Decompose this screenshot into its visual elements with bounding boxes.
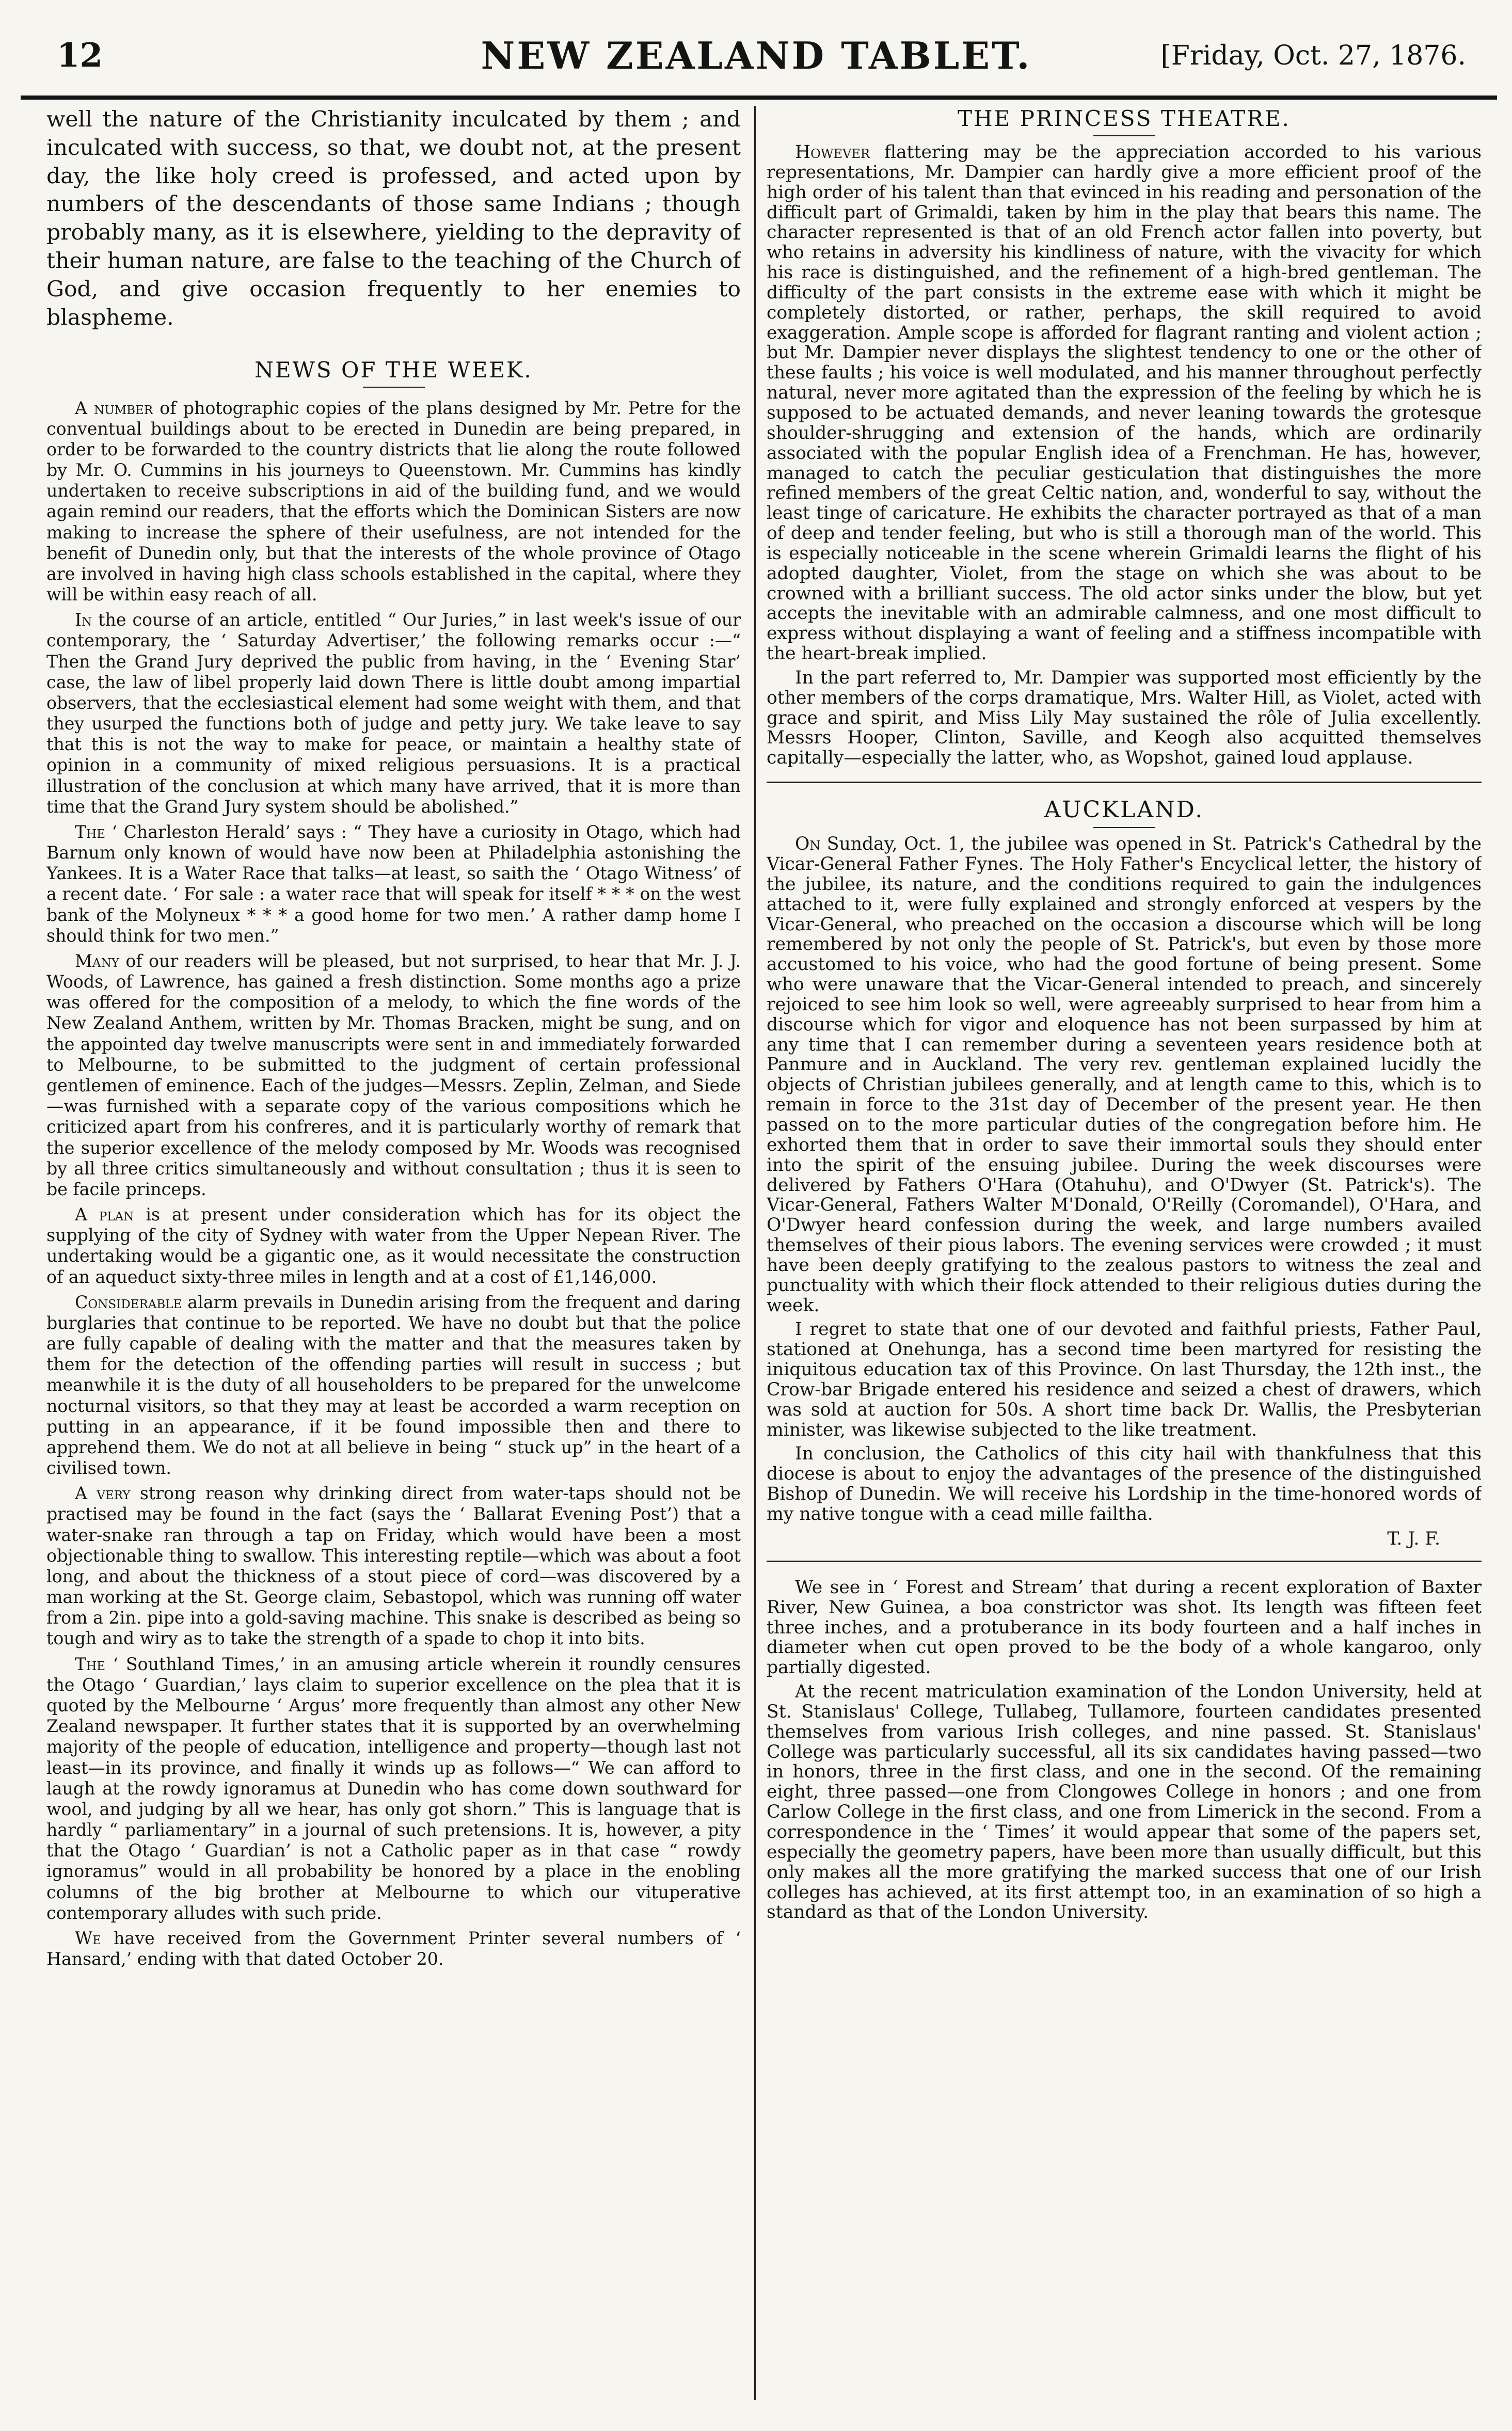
section-rule <box>363 387 425 388</box>
paragraph-body: the course of an article, entitled “ Our Juries,” in last week's issue of our contemporary, the ‘ Saturday Advertiser,’ the following remarks occur :—“ Then the Grand Jury deprived the public from having, in the ‘ Evening Star’ case, the law of libel properly laid down There is little doubt among impartial observers, that the ecclesiastical element had some weight with them, and that they usurped the functions both of judge and petty jury. We take leave to say that this is not the way to make for peace, or maintain a healthy state of opinion in a community of mixed religious persuasions. It is a practical illustration of the conclusion at which many have arrived, that it is more than time that the Grand Jury system should be abolished.” <box>46 610 741 817</box>
article-paragraph <box>46 1204 741 1288</box>
section-rule <box>1093 135 1155 136</box>
article-paragraph <box>46 822 741 946</box>
article-paragraph <box>46 1928 741 1969</box>
intro-paragraph: well the nature of the Christianity inculcated by them ; and inculcated with success, so that, we doubt not, at the present day, the like holy creed is professed, and acted upon by numbers of the descendants of those same Indians ; though probably many, as it is elsewhere, yielding to the depravity of their human nature, are false to the teaching of the Church of God, and give occasion frequently to her enemies to blaspheme. <box>46 107 741 330</box>
article-paragraph <box>767 142 1482 664</box>
paragraph-lead: A plan <box>75 1204 134 1225</box>
article-paragraph <box>46 610 741 817</box>
paragraph-body: At the recent matriculation examination of the London University, held at St. Stanislaus' College, Tullabeg, Tullamore, fourteen candidates presented themselves from various Irish colleges, and nine passed. St. Stanislaus' College was particularly successful, all its six candidates having passed—two in honors, three in the first class, and one in the second. Of the remaining eight, three passed—one from Clongowes College in honors ; and one from Carlow College in the first class, and one from Limerick in the second. From a correspondence in the ‘ Times’ it would appear that some of the papers set, especially the geometry papers, have been more than usually difficult, but this only makes all the more gratifying the marked success that one of our Irish colleges has achieved, at its first attempt too, in an examination of so high a standard as that of the London University. <box>767 1681 1482 1923</box>
article-paragraph <box>767 1578 1482 1678</box>
article-paragraph <box>767 668 1482 768</box>
column-divider <box>754 106 756 2400</box>
paragraph-lead: A number <box>75 398 153 418</box>
header-rule <box>21 96 1497 100</box>
paragraph-lead: Many <box>75 950 119 971</box>
paragraph-body: Sunday, Oct. 1, the jubilee was opened in St. Patrick's Cathedral by the Vicar-General Father Fynes. The Holy Father's Encyclical letter, the history of the jubilee, its nature, and the conditions required to gain the indulgences attached to it, were fully explained and strongly enforced at vespers by the Vicar-General, who preached on the occasion a discourse which will be long remembered by not only the people of St. Patrick's, but even by those more accustomed to his voice, who had the good fortune of being present. Some who were unaware that the Vicar-General intended to preach, and sincerely rejoiced to see him look so well, were agreeably surprised to hear from him a discourse which for vigor and eloquence has not been surpassed by him at any time that I can remember during a seventeen years residence both at Panmure and in Auckland. The very rev. gentleman explained lucidly the objects of Christian jubilees generally, and at length came to this, which is to remain in force to the 31st day of December of the present year. He then passed on to the more particular duties of the congregation before him. He exhorted them that in order to save their immortal souls they should enter into the spirit of the ensuing jubilee. During the week discourses were delivered by Fathers O'Hara (Otahuhu), and O'Dwyer (St. Patrick's). The Vicar-General, Fathers Walter M'Donald, O'Reilly (Coromandel), O'Hara, and O'Dwyer heard confession during the week, and large numbers availed themselves of their pious labors. The evening services were crowded ; it must have been deeply gratifying to the zealous pastors to witness the zeal and punctuality with which their flock attended to their religious duties during the week. <box>767 834 1482 1316</box>
paragraph-body: We see in ‘ Forest and Stream’ that during a recent exploration of Baxter River, New Guinea, a boa constrictor was shot. Its length was fifteen feet three inches, and a protuberance in its body fourteen and a half inches in diameter when cut open proved to be the body of a whole kangaroo, only partially digested. <box>767 1577 1482 1678</box>
news-articles <box>46 398 741 1970</box>
paragraph-lead: Considerable <box>75 1292 182 1312</box>
left-column <box>46 106 741 2410</box>
paragraph-body: flattering may be the appreciation accorded to his various representations, Mr. Dampier can hardly give a more efficient proof of the high order of his talent than that evinced in his reading and personation of the difficult part of Grimaldi, taken by him in the play that bears this name. The character represented is that of an old French actor fallen into poverty, but who retains in adversity his kindliness of nature, with the vivacity for which his race is distinguished, and the refinement of a high-bred gentleman. The difficulty of the part consists in the extreme ease with which it might be completely distorted, or rather, perhaps, the skill required to avoid exaggeration. Ample scope is afforded for flagrant ranting and violent action ; but Mr. Dampier never displays the slightest tendency to one or the other of these faults ; his voice is well modulated, and his manner throughout perfectly natural, never more agitated than the expression of the feeling by which he is supposed to be actuated demands, and never leaning towards the grotesque shoulder-shrugging and extension of the hands, which are ordinarily associated with the popular English idea of a Frenchman. He has, however, managed to catch the peculiar gesticulation that distinguishes the more refined members of the great Celtic nation, and, wonderful to say, without the least tinge of caricature. He exhibits the character portrayed as that of a man of deep and tender feeling, but who is still a thorough man of the world. This is especially noticeable in the scene wherein Grimaldi learns the flight of his adopted daughter, Violet, from the stage on which she was about to be crowned with a brilliant success. The old actor sinks under the blow, but yet accepts the inevitable with an admirable calmness, and one most difficult to express without displaying a want of feeling and a stiffness incompatible with the heart-break implied. <box>767 142 1482 664</box>
article-paragraph <box>46 951 741 1200</box>
article-paragraph <box>46 1483 741 1649</box>
article-paragraph <box>767 1320 1482 1440</box>
paragraph-lead: We <box>75 1928 101 1948</box>
news-section-title: NEWS OF THE WEEK. <box>254 357 533 383</box>
article-paragraph <box>767 1444 1482 1524</box>
auckland-articles <box>767 834 1482 1524</box>
article-paragraph <box>46 1292 741 1479</box>
theatre-articles <box>767 142 1482 768</box>
paragraph-body: of our readers will be pleased, but not surprised, to hear that Mr. J. J. Woods, of Lawrence, has gained a fresh distinction. Some months ago a prize was offered for the composition of a melody, to which the fine words of the New Zealand Anthem, written by Mr. Thomas Bracken, might be sung, and on the appointed day twelve manuscripts were sent in and immediately forwarded to Melbourne, to be submitted to the judgment of certain professional gentlemen of eminence. Each of the judges—Messrs. Zeplin, Zelman, and Siede—was furnished with a separate copy of the various compositions which he criticized apart from his confreres, and it is particularly worthy of remark that the superior excellence of the melody composed by Mr. Woods was recognised by all three critics simultaneously and without consultation ; thus it is seen to be facile princeps. <box>46 950 741 1199</box>
article-paragraph <box>767 834 1482 1315</box>
issue-date: [Friday, Oct. 27, 1876. <box>1160 40 1466 71</box>
section-divider <box>767 1561 1482 1562</box>
paragraph-lead: In <box>75 610 92 630</box>
paragraph-body: ‘ Southland Times,’ in an amusing article wherein it roundly censures the Otago ‘ Guardian,’ lays claim to superior excellence on the plea that it is quoted by the Melbourne ‘ Argus’ more frequently than almost any other New Zealand newspaper. It further states that it is supported by an overwhelming majority of the people of education, intelligence and property—though last not least—in its province, and finally it winds up as follows—“ We can afford to laugh at the rowdy ignoramus at Dunedin who has come down southward for wool, and judging by all we hear, has only got shorn.” This is language that is hardly “ parliamentary” in a journal of such pretensions. It is, however, a pity that the Otago ‘ Guardian’ is not a Catholic paper as in that case “ rowdy ignoramus” would in all probability be honored by a place in the enobling columns of the big brother at Melbourne to which our vituperative contemporary alludes with such pride. <box>46 1654 741 1923</box>
paragraph-lead: The <box>75 1654 105 1674</box>
paragraph-lead: However <box>795 142 870 163</box>
article-paragraph <box>46 398 741 606</box>
page-number: 12 <box>57 36 103 75</box>
masthead-title: NEW ZEALAND TABLET. <box>481 34 1032 77</box>
paragraph-body: In the part referred to, Mr. Dampier was supported most efficiently by the other members of the corps dramatique, Mrs. Walter Hill, as Violet, acted with grace and spirit, and Miss Lily May sustained the rôle of Julia excellently. Messrs Hooper, Clinton, Saville, and Keogh also acquitted themselves capitally—especially the latter, who, as Wopshot, gained loud applause. <box>767 667 1482 769</box>
paragraph-body: is at present under consideration which has for its object the supplying of the city of Sydney with water from the Upper Nepean River. The undertaking would be a gigantic one, as it would necessitate the construction of an aqueduct sixty-three miles in length and at a cost of £1,146,000. <box>46 1204 741 1287</box>
closing-articles <box>767 1578 1482 1922</box>
paragraph-body: I regret to state that one of our devoted and faithful priests, Father Paul, stationed at Onehunga, has a second time been martyred for resisting the iniquitous education tax of this Province. On last Thursday, the 12th inst., the Crow-bar Brigade entered his residence and seized a chest of drawers, which was sold at auction for 50s. A short time back Dr. Wallis, the Presbyterian minister, was likewise subjected to the like treatment. <box>767 1319 1482 1440</box>
theatre-section-title: THE PRINCESS THEATRE. <box>958 106 1291 131</box>
paragraph-lead: The <box>75 821 105 842</box>
paragraph-lead: A very <box>75 1483 131 1504</box>
paragraph-body: of photographic copies of the plans designed by Mr. Petre for the conventual buildings about to be erected in Dunedin are being prepared, in order to be forwarded to the country districts that lie along the route followed by Mr. O. Cummins in his journeys to Queenstown. Mr. Cummins has kindly undertaken to receive subscriptions in aid of the building fund, and we would again remind our readers, that the efforts which the Dominican Sisters are now making to increase the sphere of their usefulness, are not intended for the benefit of Dunedin only, but that the interests of the whole province of Otago are involved in having high class schools established in the capital, where they will be within easy reach of all. <box>46 398 741 605</box>
section-divider <box>767 782 1482 783</box>
paragraph-lead: On <box>795 834 821 855</box>
section-rule <box>1093 827 1155 828</box>
article-paragraph <box>46 1654 741 1924</box>
paragraph-body: In conclusion, the Catholics of this city hail with thankfulness that this diocese is about to enjoy the advantages of the presence of the distinguished Bishop of Dunedin. We will receive his Lordship in the time-honored words of my native tongue with a cead mille failtha. <box>767 1443 1482 1524</box>
auckland-signature: T. J. F. <box>1387 1528 1440 1549</box>
auckland-section-title: AUCKLAND. <box>1044 797 1204 823</box>
paragraph-body: ‘ Charleston Herald’ says : “ They have a curiosity in Otago, which had Barnum only known of would have now been at Philadelphia astonishing the Yankees. It is a Water Race that talks—at least, so saith the ‘ Otago Witness’ of a recent date. ‘ For sale : a water race that will speak for itself * * * on the west bank of the Molyneux * * * a good home for two men.’ A rather damp home I should think for two men.” <box>46 821 741 946</box>
page-header <box>21 26 1492 103</box>
article-paragraph <box>767 1682 1482 1922</box>
right-column <box>767 106 1482 2410</box>
paragraph-body: alarm prevails in Dunedin arising from the frequent and daring burglaries that continue to be reported. We have no doubt but that the police are fully capable of dealing with the matter and that the measures taken by them for the detection of the offending parties will result in success ; but meanwhile it is the duty of all householders to be prepared for the unwelcome nocturnal visitors, so that they may at least be accorded a warm reception on putting in an appearance, if it be found impossible then and there to apprehend them. We do not at all believe in being “ stuck up” in the heart of a civilised town. <box>46 1292 741 1479</box>
paragraph-body: have received from the Government Printer several numbers of ‘ Hansard,’ ending with that dated October 20. <box>46 1928 741 1969</box>
paragraph-body: strong reason why drinking direct from water-taps should not be practised may be found in the fact (says the ‘ Ballarat Evening Post’) that a water-snake ran through a tap on Friday, which would have been a most objectionable thing to swallow. This interesting reptile—which was about a foot long, and about the thickness of a stout piece of cord—was discovered by a man working at the St. George claim, Sebastopol, which was running off water from a 2in. pipe into a gold-saving machine. This snake is described as being so tough and wiry as to take the strength of a spade to chop it into bits. <box>46 1483 741 1649</box>
